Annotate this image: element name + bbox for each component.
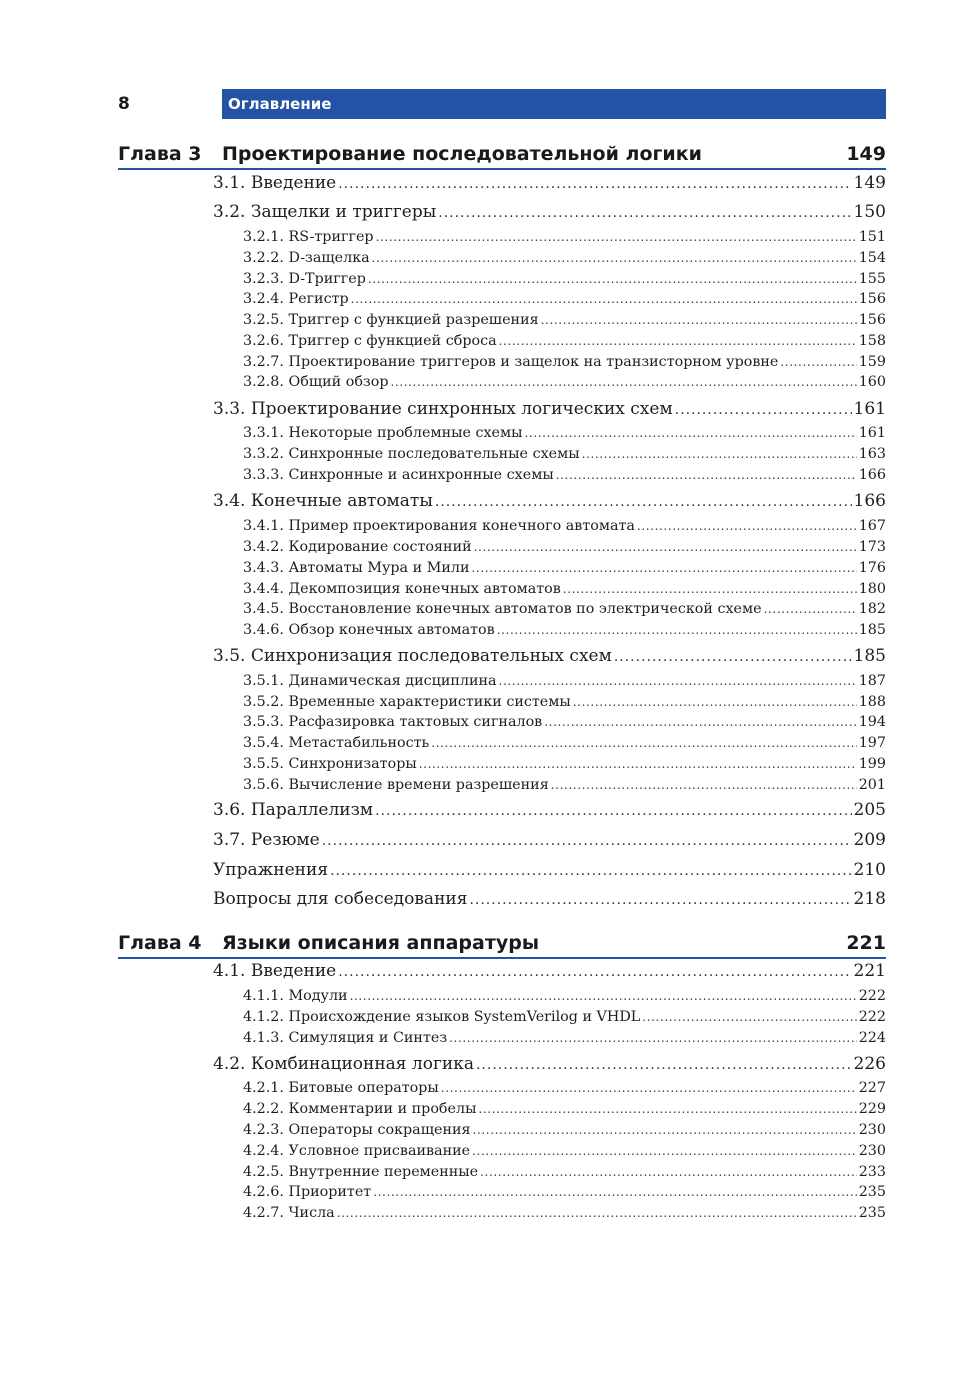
leader-dots [614,649,852,665]
toc-entry-number: 3.2.6. [243,333,284,349]
toc-entry-title: Декомпозиция конечных автоматов [288,581,561,597]
toc-entry-title: Кодирование состояний [288,539,472,555]
toc-subsection-entry[interactable] [243,1143,886,1163]
leader-dots [373,1185,857,1199]
toc-subsection-entry[interactable] [243,694,886,714]
toc-entry-text [243,1030,447,1046]
toc-entry-title: Некоторые проблемные схемы [288,425,523,441]
toc-entry-title: Условное присваивание [288,1143,471,1159]
toc-subsection-entry[interactable] [243,1205,886,1225]
toc-entry-text [243,250,370,266]
toc-entry-page: 229 [858,1101,886,1117]
leader-dots [419,757,857,771]
chapter-label: Глава 4 [118,932,202,954]
toc-entry-number: 3.2.1. [243,229,284,245]
leader-dots [449,1031,857,1045]
toc-entry-text [243,735,429,751]
toc-subsection-entry[interactable] [243,735,886,755]
toc-entry-number: 3.1. [213,173,246,193]
toc-entry-text [243,1122,471,1138]
toc-entry-number: 3.2. [213,202,246,222]
toc-entry-page: 154 [858,250,886,266]
toc-entry-page: 188 [858,694,886,710]
toc-entry-title: D-защелка [288,250,370,266]
toc-subsection-entry[interactable] [243,539,886,559]
chapter-page: 221 [846,932,886,954]
toc-entry-title: Модули [288,988,348,1004]
toc-entry-page: 224 [858,1030,886,1046]
leader-dots [642,1010,856,1024]
toc-entry-title: RS-триггер [288,229,374,245]
toc-entry-text [243,446,580,462]
toc-subsection-entry[interactable] [243,622,886,642]
toc-entry-title: Операторы сокращения [288,1122,471,1138]
leader-dots [764,602,857,616]
toc-entry-number: 3.4.3. [243,560,284,576]
toc-entry-text [213,860,328,880]
toc-entry-page: 159 [858,354,886,370]
toc-entry-page: 222 [858,988,886,1004]
leader-dots [637,519,857,533]
toc-entry-title: Регистр [288,291,349,307]
toc-entry-text [243,291,349,307]
toc-entry-title: Резюме [250,830,320,850]
toc-entry-title: Восстановление конечных автоматов по электрической схеме [288,601,762,617]
toc-entry-number: 3.2.4. [243,291,284,307]
toc-entry-page: 210 [853,860,886,880]
leader-dots [322,833,852,849]
leader-dots [544,715,856,729]
toc-entry-title: Автоматы Мура и Мили [288,560,470,576]
toc-entry-title: Параллелизм [250,800,374,820]
toc-entry-page: 173 [858,539,886,555]
toc-entry-number: 3.4.4. [243,581,284,597]
toc-entry-page: 166 [858,467,886,483]
toc-entry-page: 155 [858,271,886,287]
toc-entry-text [213,173,336,193]
toc-entry-page: 156 [858,291,886,307]
toc-subsection-entry[interactable] [243,354,886,374]
toc-entry-text [243,1143,470,1159]
toc-entry-number: 4.1.1. [243,988,284,1004]
toc-entry-page: 167 [858,518,886,534]
toc-entry-number: 4.2.4. [243,1143,284,1159]
toc-entry-page: 166 [853,491,886,511]
toc-entry-title: Введение [250,173,337,193]
toc-entry-title: Комментарии и пробелы [288,1101,477,1117]
toc-section-entry[interactable] [213,860,886,884]
toc-entry-number: 4.1. [213,961,246,981]
leader-dots [478,1102,856,1116]
toc-subsection-entry[interactable] [243,333,886,353]
toc-subsection-entry[interactable] [243,673,886,693]
toc-entry-number: 3.3.2. [243,446,284,462]
toc-entry-title: Вопросы для собеседования [213,889,468,909]
toc-entry-page: 158 [858,333,886,349]
leader-dots [525,426,857,440]
toc-entry-number: 3.5. [213,646,246,666]
toc-entry-number: 4.2.6. [243,1184,284,1200]
toc-subsection-entry[interactable] [243,1122,886,1142]
toc-entry-title: Симуляция и Синтез [288,1030,448,1046]
leader-dots [675,402,852,418]
leader-dots [780,355,856,369]
toc-entry-page: 233 [858,1164,886,1180]
leader-dots [330,863,851,879]
toc-entry-text [243,756,417,772]
toc-entry-text [213,399,673,419]
toc-section-entry[interactable] [213,961,886,985]
toc-subsection-entry[interactable] [243,714,886,734]
toc-subsection-entry[interactable] [243,250,886,270]
toc-entry-number: 3.2.3. [243,271,284,287]
toc-entry-number: 3.4. [213,491,246,511]
leader-dots [472,1144,857,1158]
toc-entry-number: 4.2.5. [243,1164,284,1180]
toc-subsection-entry[interactable] [243,581,886,601]
toc-entry-number: 4.1.2. [243,1009,284,1025]
toc-entry-title: Проектирование синхронных логических схем [250,399,673,419]
toc-entry-text [213,491,433,511]
toc-entry-text [243,229,374,245]
toc-entry-number: 3.7. [213,830,246,850]
page-number: 8 [118,94,130,114]
toc-subsection-entry[interactable] [243,777,886,797]
leader-dots [476,1057,852,1073]
toc-entry-title: Обзор конечных автоматов [288,622,495,638]
toc-entry-page: 235 [858,1205,886,1221]
toc-entry-number: 3.4.1. [243,518,284,534]
toc-entry-number: 4.2.7. [243,1205,284,1221]
toc-entry-text [243,1164,478,1180]
chapter-heading [118,927,886,959]
toc-entry-page: 222 [858,1009,886,1025]
toc-entry-number: 3.5.4. [243,735,284,751]
toc-entry-number: 3.2.2. [243,250,284,266]
toc-subsection-entry[interactable] [243,229,886,249]
toc-section-entry[interactable] [213,889,886,913]
toc-entry-text [243,312,539,328]
toc-entry-title: Динамическая дисциплина [288,673,497,689]
toc-entry-number: 3.5.3. [243,714,284,730]
toc-entry-title: Проектирование триггеров и защелок на транзисторном уровне [288,354,779,370]
toc-entry-title: Происхождение языков SystemVerilog и VHDL [288,1009,641,1025]
toc-entry-page: 182 [858,601,886,617]
toc-section-entry[interactable] [213,202,886,226]
leader-dots [337,1206,857,1220]
toc-entry-number: 3.4.6. [243,622,284,638]
toc-entry-text [243,354,778,370]
toc-entry-number: 3.4.2. [243,539,284,555]
toc-entry-text [243,714,542,730]
toc-entry-title: D-Триггер [288,271,366,287]
toc-entry-text [243,581,561,597]
toc-entry-title: Конечные автоматы [250,491,433,511]
toc-entry-text [243,425,523,441]
toc-entry-page: 194 [858,714,886,730]
toc-subsection-entry[interactable] [243,425,886,445]
toc-entry-text [243,1184,371,1200]
toc-entry-text [243,467,554,483]
toc-entry-page: 161 [858,425,886,441]
toc-entry-text [243,1205,335,1221]
toc-section-entry[interactable] [213,173,886,197]
toc-entry-number: 3.4.5. [243,601,284,617]
toc-entry-text [243,271,366,287]
toc-entry-number: 3.5.2. [243,694,284,710]
toc-entry-title: Вычисление времени разрешения [288,777,549,793]
toc-entry-title: Приоритет [288,1184,372,1200]
leader-dots [551,778,857,792]
toc-entry-page: 230 [858,1143,886,1159]
leader-dots [390,375,856,389]
toc-entry-page: 226 [853,1054,886,1074]
toc-entry-title: Триггер с функцией сброса [288,333,497,349]
toc-entry-text [243,1009,640,1025]
toc-entry-page: 199 [858,756,886,772]
toc-entry-title: Временные характеристики системы [288,694,571,710]
leader-dots [469,892,851,908]
leader-dots [499,334,857,348]
toc-entry-page: 201 [858,777,886,793]
toc-entry-number: 3.5.6. [243,777,284,793]
toc-entry-page: 221 [853,961,886,981]
section-header-bar [222,89,886,119]
toc-entry-page: 187 [858,673,886,689]
leader-dots [338,964,851,980]
toc-entry-number: 4.2.3. [243,1122,284,1138]
leader-dots [563,582,857,596]
toc-entry-text [213,646,612,666]
toc-entry-number: 3.5.1. [243,673,284,689]
leader-dots [368,272,857,286]
toc-entry-page: 176 [858,560,886,576]
toc-entry-title: Числа [288,1205,335,1221]
leader-dots [431,736,856,750]
toc-entry-text [243,673,497,689]
toc-entry-title: Введение [250,961,337,981]
chapter-heading [118,138,886,170]
toc-entry-text [213,889,467,909]
toc-entry-page: 156 [858,312,886,328]
toc-section-entry[interactable] [213,800,886,824]
toc-section-entry[interactable] [213,830,886,854]
toc-entry-title: Внутренние переменные [288,1164,479,1180]
leader-dots [582,447,857,461]
toc-entry-number: 3.3. [213,399,246,419]
toc-entry-number: 3.6. [213,800,246,820]
toc-entry-number: 4.2.1. [243,1080,284,1096]
toc-subsection-entry[interactable] [243,988,886,1008]
leader-dots [338,176,851,192]
toc-entry-text [243,1101,476,1117]
toc-entry-title: Комбинационная логика [250,1054,474,1074]
toc-subsection-entry[interactable] [243,756,886,776]
leader-dots [435,494,852,510]
toc-section-entry[interactable] [213,646,886,670]
toc-section-entry[interactable] [213,399,886,423]
toc-entry-title: Расфазировка тактовых сигналов [288,714,543,730]
leader-dots [351,292,857,306]
toc-entry-page: 151 [858,229,886,245]
toc-entry-page: 235 [858,1184,886,1200]
toc-entry-text [243,988,348,1004]
toc-entry-page: 230 [858,1122,886,1138]
toc-entry-number: 3.3.1. [243,425,284,441]
toc-entry-page: 197 [858,735,886,751]
toc-entry-text [213,800,373,820]
leader-dots [438,205,851,221]
toc-subsection-entry[interactable] [243,291,886,311]
leader-dots [471,561,856,575]
toc-subsection-entry[interactable] [243,446,886,466]
leader-dots [375,803,851,819]
toc-subsection-entry[interactable] [243,1009,886,1029]
toc-entry-text [243,694,571,710]
toc-entry-title: Синхронизаторы [288,756,417,772]
toc-entry-page: 180 [858,581,886,597]
toc-entry-title: Метастабильность [288,735,430,751]
toc-entry-page: 185 [853,646,886,666]
toc-entry-text [243,601,762,617]
toc-subsection-entry[interactable] [243,1184,886,1204]
toc-entry-number: 4.2.2. [243,1101,284,1117]
toc-entry-page: 218 [853,889,886,909]
toc-entry-text [243,560,469,576]
toc-subsection-entry[interactable] [243,271,886,291]
toc-entry-page: 163 [858,446,886,462]
toc-entry-number: 3.5.5. [243,756,284,772]
toc-entry-page: 149 [853,173,886,193]
toc-subsection-entry[interactable] [243,467,886,487]
toc-entry-page: 160 [858,374,886,390]
toc-entry-number: 4.2. [213,1054,246,1074]
leader-dots [372,251,857,265]
toc-entry-title: Битовые операторы [288,1080,439,1096]
toc-entry-text [243,374,388,390]
toc-entry-title: Синхронные и асинхронные схемы [288,467,554,483]
toc-subsection-entry[interactable] [243,1164,886,1184]
leader-dots [497,623,857,637]
leader-dots [473,1123,857,1137]
chapter-label: Глава 3 [118,143,202,165]
toc-entry-number: 3.2.8. [243,374,284,390]
toc-entry-text [213,830,320,850]
chapter-page: 149 [846,143,886,165]
toc-entry-title: Общий обзор [288,374,389,390]
toc-entry-text [243,518,635,534]
leader-dots [474,540,857,554]
toc-entry-page: 205 [853,800,886,820]
toc-entry-title: Синхронные последовательные схемы [288,446,580,462]
toc-entry-title: Защелки и триггеры [250,202,437,222]
toc-subsection-entry[interactable] [243,1101,886,1121]
toc-entry-number: 3.2.5. [243,312,284,328]
toc-subsection-entry[interactable] [243,374,886,394]
leader-dots [573,695,857,709]
toc-entry-text [243,1080,439,1096]
toc-entry-text [213,1054,474,1074]
chapter-title: Языки описания аппаратуры [222,932,540,954]
toc-entry-text [213,202,436,222]
leader-dots [499,674,857,688]
leader-dots [441,1081,857,1095]
leader-dots [480,1165,857,1179]
toc-entry-page: 161 [853,399,886,419]
leader-dots [350,989,857,1003]
toc-entry-number: 4.1.3. [243,1030,284,1046]
chapter-title: Проектирование последовательной логики [222,143,702,165]
toc-entry-text [243,777,549,793]
toc-entry-page: 209 [853,830,886,850]
leader-dots [376,230,857,244]
section-header-title: Оглавление [228,95,332,113]
toc-entry-text [213,961,336,981]
toc-subsection-entry[interactable] [243,1030,886,1050]
toc-entry-number: 3.3.3. [243,467,284,483]
toc-subsection-entry[interactable] [243,1080,886,1100]
toc-entry-page: 185 [858,622,886,638]
toc-subsection-entry[interactable] [243,601,886,621]
toc-entry-text [243,333,497,349]
leader-dots [556,468,857,482]
toc-entry-text [243,622,495,638]
toc-entry-page: 150 [853,202,886,222]
toc-section-entry[interactable] [213,1054,886,1078]
toc-entry-title: Упражнения [213,860,329,880]
toc-entry-title: Пример проектирования конечного автомата [288,518,635,534]
toc-subsection-entry[interactable] [243,312,886,332]
toc-entry-page: 227 [858,1080,886,1096]
toc-subsection-entry[interactable] [243,560,886,580]
toc-entry-text [243,539,472,555]
toc-entry-title: Синхронизация последовательных схем [250,646,612,666]
toc-entry-number: 3.2.7. [243,354,284,370]
toc-section-entry[interactable] [213,491,886,515]
leader-dots [541,313,857,327]
toc-entry-title: Триггер с функцией разрешения [288,312,539,328]
toc-subsection-entry[interactable] [243,518,886,538]
